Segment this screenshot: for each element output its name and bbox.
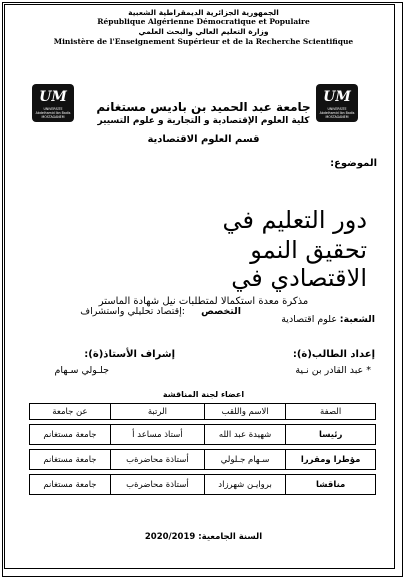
header-rank: الرتبة	[110, 404, 204, 420]
ministry-french: Ministère de l'Enseignement Supérieur et de la Recherche Scientifique	[53, 37, 354, 46]
member-name: شهيدة عبد الله	[204, 425, 285, 445]
table-row	[30, 475, 376, 495]
faculty-name: كلية العلوم الإقتصادية و التجارية و علوم التسيير	[97, 116, 310, 126]
header-name: الاسم واللقب	[204, 404, 285, 420]
table-header-row	[30, 404, 376, 420]
member-university: جامعة مستغانم	[30, 425, 111, 445]
member-university: جامعة مستغانم	[30, 475, 111, 495]
member-role: رئيسا	[286, 425, 376, 445]
branch-label: الشعبة:	[339, 314, 375, 325]
logo-mark: UM	[39, 89, 67, 105]
specialty-value: :إقتصاد تحليلي واستشراف	[80, 306, 185, 317]
member-rank: أستاذ مساعد أ	[110, 425, 204, 445]
specialty-label: التخصص	[201, 306, 241, 317]
member-role: مناقشا	[286, 475, 376, 495]
logo-line3: MOSTAGANEM	[325, 115, 349, 119]
logo-line2: Abdelhamid Ibn Badis	[35, 111, 71, 115]
academic-year-value: 2020/2019	[144, 532, 196, 542]
republic-arabic: الجمهورية الجزائرية الديمقراطية الشعبية	[128, 8, 279, 17]
logo-line3: MOSTAGANEM	[41, 115, 65, 119]
thesis-title-line2: تحقيق النمو	[250, 236, 367, 264]
department-name: قسم العلوم الاقتصادية	[147, 134, 260, 145]
header-university: عن جامعة	[30, 404, 111, 420]
header-role: الصفة	[286, 404, 376, 420]
table-row	[30, 425, 376, 445]
academic-year	[0, 532, 407, 542]
academic-year-label: السنة الجامعية:	[198, 532, 263, 542]
student-label: إعداد الطالب(ة):	[292, 349, 375, 360]
thesis-title-line3-clip	[67, 264, 367, 292]
committee-title: اعضاء لجنة المناقشة	[162, 390, 245, 399]
table-row	[30, 450, 376, 470]
member-name: بروايـن شهرزاد	[204, 475, 285, 495]
supervisor-name: جلـولي سـهام	[54, 365, 109, 376]
republic-french: République Algérienne Démocratique et Populaire	[97, 17, 310, 26]
student-name: * عبد القادر بن نـية	[295, 365, 371, 376]
member-university: جامعة مستغانم	[30, 450, 111, 470]
logo-mark: UM	[323, 89, 351, 105]
thesis-title-line3: الاقتصادي في	[231, 264, 367, 292]
logo-line2: Abdelhamid Ibn Badis	[319, 111, 355, 115]
supervisor-label: إشراف الأستاذ(ة):	[84, 349, 175, 360]
thesis-title-line1: دور التعليم في	[222, 206, 367, 234]
member-name: سـهام جـلولي	[204, 450, 285, 470]
university-name: جامعة عبد الحميد بن باديس مستغانم	[96, 100, 311, 114]
memo-statement: مذكرة معدة استكمالا لمتطلبات نيل شهادة الماستر	[98, 296, 309, 307]
member-rank: أستاذة محاضرةب	[110, 450, 204, 470]
member-rank: أستاذة محاضرةب	[110, 475, 204, 495]
branch-value: علوم اقتصادية	[281, 314, 337, 325]
logo-line1: UNIVERSITE	[43, 107, 63, 111]
subject-label: الموضوع:	[330, 158, 377, 169]
member-role: مؤطرا ومقررا	[286, 450, 376, 470]
logo-line1: UNIVERSITE	[327, 107, 347, 111]
ministry-arabic: وزارة التعليم العالي والبحث العلمي	[138, 27, 269, 36]
committee-table	[29, 403, 376, 495]
